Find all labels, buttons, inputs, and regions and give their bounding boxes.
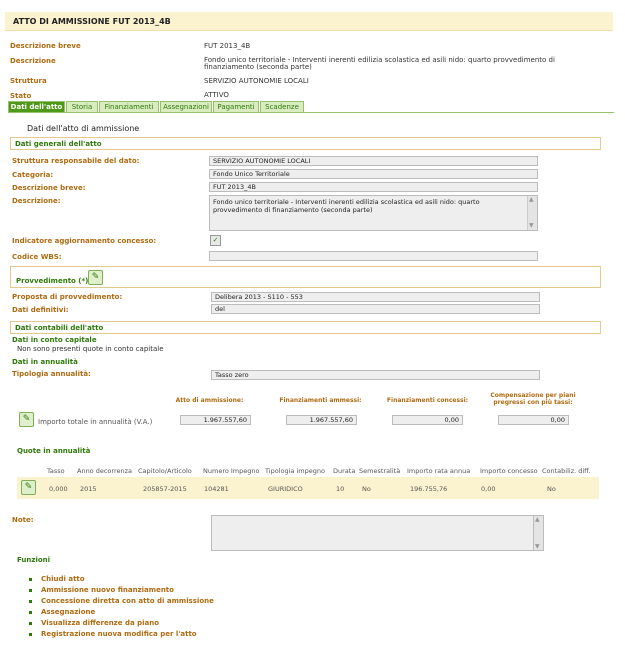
descrizione-breve-label: Descrizione breve: (12, 184, 86, 192)
quote-header-tasso: Tasso (47, 467, 65, 475)
summary-descrizione-breve: FUT 2013_4B (204, 42, 251, 50)
importi-row-label: Importo totale in annualità (V.A.) (38, 418, 153, 426)
importi-col-ammessi: Finanziamenti ammessi: (279, 397, 362, 404)
quote-header-anno: Anno decorrenza (77, 467, 133, 475)
tab-finanziamenti[interactable]: Finanziamenti (99, 101, 159, 113)
tab-divider (8, 112, 614, 113)
bullet-icon (29, 633, 32, 636)
descrizione-label: Descrizione: (12, 197, 61, 205)
proposta-field[interactable]: Delibera 2013 - S110 - 553 (211, 292, 540, 302)
provvedimento-title: Provvedimento (*) (16, 277, 89, 285)
link-chiudi-atto[interactable]: Chiudi atto (41, 575, 85, 583)
summary-descrizione-label: Descrizione (10, 57, 56, 65)
quote-cell-semestralita: No (362, 485, 371, 493)
summary-stato-label: Stato (10, 92, 32, 100)
note-label: Note: (12, 516, 34, 524)
link-concessione-diretta[interactable]: Concessione diretta con atto di ammissione (41, 597, 214, 605)
indicatore-checkbox[interactable] (210, 235, 221, 246)
section-title: Dati dell'atto di ammissione (27, 124, 140, 133)
descrizione-scrollbar[interactable] (527, 196, 537, 230)
summary-struttura: SERVIZIO AUTONOMIE LOCALI (204, 77, 309, 85)
descrizione-breve-field[interactable]: FUT 2013_4B (209, 182, 538, 192)
quote-header-impegno: Numero Impegno (203, 467, 260, 475)
struttura-label: Struttura responsabile del dato: (12, 157, 140, 165)
importi-col-atto: Atto di ammissione: (175, 397, 244, 404)
edit-document-icon[interactable]: ✎ (88, 270, 103, 285)
quote-cell-tasso: 0,000 (49, 485, 68, 493)
struttura-field[interactable]: SERVIZIO AUTONOMIE LOCALI (209, 156, 538, 166)
quote-row (17, 477, 599, 499)
bullet-icon (29, 578, 32, 581)
importi-col-concessi: Finanziamenti concessi: (386, 397, 469, 404)
dati-definitivi-field[interactable]: del (211, 304, 540, 314)
codice-wbs-label: Codice WBS: (12, 253, 62, 261)
quote-cell-contabiliz: No (547, 485, 556, 493)
quote-cell-rata: 196.755,76 (410, 485, 448, 493)
note-textarea[interactable] (211, 515, 541, 551)
tab-storia[interactable]: Storia (66, 101, 98, 113)
link-registrazione-modifica[interactable]: Registrazione nuova modifica per l'atto (41, 630, 197, 638)
title-bar (5, 12, 613, 31)
tipologia-label: Tipologia annualità: (12, 370, 91, 378)
annualita-title: Dati in annualità (12, 358, 78, 366)
summary-descrizione-line1: Fondo unico territoriale - Interventi inerenti edilizia scolastica ed asili nido: quarto provvedimento di (204, 56, 555, 64)
note-scroll-up-icon[interactable]: ▲ (535, 516, 540, 523)
summary-stato: ATTIVO (204, 91, 229, 99)
dati-generali-title: Dati generali dell'atto (15, 140, 102, 148)
note-scrollbar[interactable] (533, 515, 544, 551)
quote-header-capitolo: Capitolo/Articolo (138, 467, 192, 475)
summary-descrizione-breve-label: Descrizione breve (10, 42, 81, 50)
conto-capitale-note: Non sono presenti quote in conto capitale (17, 345, 164, 353)
importo-ammessi-field[interactable]: 1.967.557,60 (286, 415, 357, 425)
bullet-icon (29, 600, 32, 603)
link-assegnazione[interactable]: Assegnazione (41, 608, 96, 616)
bullet-icon (29, 611, 32, 614)
tab-assegnazioni[interactable]: Assegnazioni (160, 101, 212, 113)
tab-pagamenti[interactable]: Pagamenti (213, 101, 259, 113)
dati-definitivi-label: Dati definitivi: (12, 306, 69, 314)
importo-atto-field[interactable]: 1.967.557,60 (180, 415, 251, 425)
quote-cell-impegno: 104281 (204, 485, 229, 493)
quote-header-contabiliz: Contabiliz. diff. (542, 467, 591, 475)
bullet-icon (29, 622, 32, 625)
scroll-down-icon[interactable]: ▼ (529, 222, 534, 229)
bullet-icon (29, 589, 32, 592)
categoria-field[interactable]: Fondo Unico Territoriale (209, 169, 538, 179)
quote-cell-durata: 10 (336, 485, 345, 493)
proposta-label: Proposta di provvedimento: (12, 293, 123, 301)
quote-header-concesso: Importo concesso (480, 467, 538, 475)
summary-descrizione-line2: finanziamento (seconda parte) (204, 63, 312, 71)
descrizione-text-line2: provvedimento di finanziamento (seconda parte) (213, 206, 373, 214)
quote-cell-tipologia: GIURIDICO (268, 485, 303, 493)
summary-struttura-label: Struttura (10, 77, 47, 85)
page-title: ATTO DI AMMISSIONE FUT 2013_4B (13, 17, 171, 26)
tab-dati-atto[interactable]: Dati dell'atto (8, 101, 65, 113)
descrizione-text-line1: Fondo unico territoriale - Interventi inerenti edilizia scolastica ed asili nido: quarto (213, 198, 480, 206)
quote-cell-concesso: 0,00 (481, 485, 496, 493)
tipologia-field[interactable]: Tasso zero (211, 370, 540, 380)
funzioni-title: Funzioni (17, 556, 51, 564)
link-ammissione-nuovo-finanziamento[interactable]: Ammissione nuovo finanziamento (41, 586, 174, 594)
categoria-label: Categoria: (12, 171, 54, 179)
importi-col-compensazione-line1: Compensazione per piani (490, 392, 576, 399)
dati-contabili-box (10, 321, 601, 334)
scroll-up-icon[interactable]: ▲ (529, 196, 534, 203)
importo-compensazione-field[interactable]: 0,00 (498, 415, 569, 425)
descrizione-textarea[interactable] (209, 195, 538, 231)
quote-cell-anno: 2015 (80, 485, 97, 493)
tab-scadenze[interactable]: Scadenze (260, 101, 304, 113)
codice-wbs-field[interactable] (209, 251, 538, 261)
conto-capitale-title: Dati in conto capitale (12, 336, 97, 344)
importi-edit-icon[interactable]: ✎ (19, 412, 34, 427)
quote-header-rata: Importo rata annua (407, 467, 471, 475)
checkmark-icon: ✓ (212, 236, 219, 244)
quote-header-tipologia: Tipologia impegno (265, 467, 325, 475)
importi-col-compensazione-line2: pregressi con più tassi: (493, 399, 573, 406)
quote-header-semestralita: Semestralità (359, 467, 401, 475)
quote-row-edit-icon[interactable]: ✎ (21, 480, 36, 495)
link-visualizza-differenze[interactable]: Visualizza differenze da piano (41, 619, 160, 627)
indicatore-label: Indicatore aggiornamento concesso: (12, 237, 157, 245)
quote-header-durata: Durata (333, 467, 356, 475)
dati-contabili-title: Dati contabili dell'atto (15, 324, 104, 332)
quote-cell-capitolo: 205857-2015 (143, 485, 187, 493)
provvedimento-box (10, 266, 601, 288)
quote-title: Quote in annualità (17, 447, 91, 455)
note-scroll-down-icon[interactable]: ▼ (535, 543, 540, 550)
importo-concessi-field[interactable]: 0,00 (392, 415, 463, 425)
dati-generali-box (10, 137, 601, 150)
